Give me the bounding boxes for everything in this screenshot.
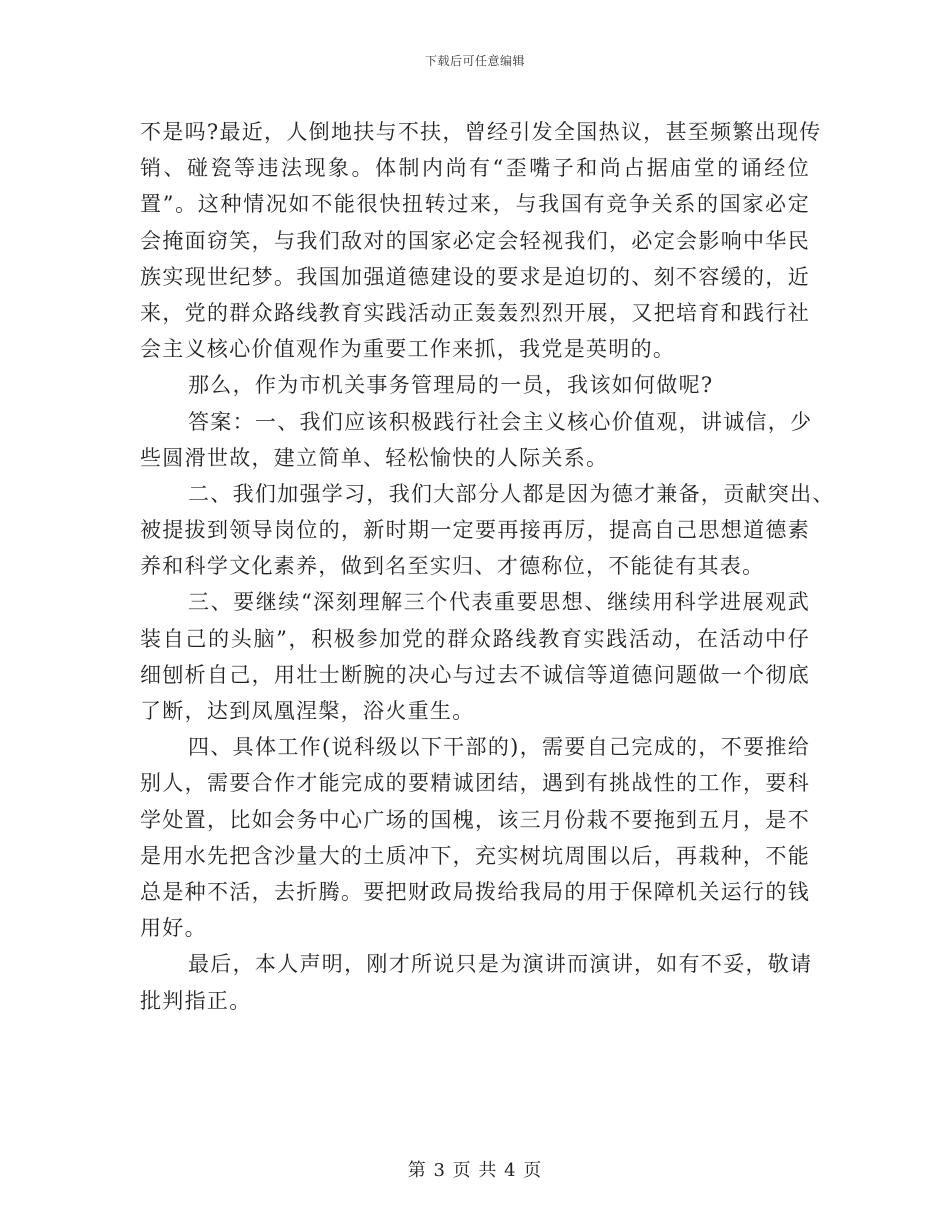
- paragraph: [140, 114, 822, 367]
- text-line: 批判指正。: [140, 988, 252, 1013]
- text-line: 被提拔到领导岗位的，新时期一定要再接再厉，提高自己思想道德素: [140, 518, 810, 543]
- text-line: 二、我们加强学习，我们大部分人都是因为德才兼备，贡献突出、: [188, 481, 835, 506]
- paragraph: [140, 367, 810, 403]
- text-line: 三、要继续“深刻理解三个代表重要思想、继续用科学进展观武: [188, 590, 810, 615]
- text-line: 细刨析自己，用壮士断腕的决心与过去不诚信等道德问题做一个彻底: [140, 662, 810, 687]
- text-line: 那么，作为市机关事务管理局的一员，我该如何做呢?: [188, 373, 714, 398]
- text-line: 会主义核心价值观作为重要工作来抓，我党是英明的。: [140, 337, 676, 362]
- text-line: 用好。: [140, 916, 207, 941]
- paragraph: [140, 729, 810, 946]
- paragraph: [140, 404, 813, 476]
- page-header: 下载后可任意编辑: [424, 54, 525, 68]
- text-line: 了断，达到凤凰涅槃，浴火重生。: [140, 699, 475, 723]
- paragraph: [140, 584, 810, 729]
- text-line: 销、碰瓷等违法现象。体制内尚有“歪嘴子和尚占据庙堂的诵经位: [140, 156, 810, 181]
- page-number: 第 3 页 共 4 页: [407, 1160, 543, 1181]
- text-line: 养和科学文化素养，做到名至实归、才德称位，不能徒有其表。: [140, 554, 765, 579]
- text-line: 些圆滑世故，建立简单、轻松愉快的人际关系。: [140, 445, 609, 470]
- text-line: 四、具体工作(说科级以下干部的)，需要自己完成的，不要推给: [188, 735, 810, 760]
- text-line: 最后，本人声明，刚才所说只是为演讲而演讲，如有不妥，敬请: [188, 952, 813, 977]
- text-line: 来，党的群众路线教育实践活动正轰轰烈烈开展，又把培育和践行社: [140, 300, 810, 325]
- text-line: 装自己的头脑”，积极参加党的群众路线教育实践活动，在活动中仔: [140, 626, 810, 651]
- paragraph: [140, 946, 813, 1018]
- text-line: 学处置，比如会务中心广场的国槐，该三月份栽不要拖到五月，是不: [140, 807, 810, 832]
- text-line: 答案：一、我们应该积极践行社会主义核心价值观，讲诚信，少: [188, 409, 813, 434]
- text-line: 会掩面窃笑，与我们敌对的国家必定会轻视我们，必定会影响中华民: [140, 228, 810, 253]
- text-line: 不是吗?最近，人倒地扶与不扶，曾经引发全国热议，甚至频繁出现传: [140, 120, 822, 144]
- text-line: 族实现世纪梦。我国加强道德建设的要求是迫切的、刻不容缓的，近: [140, 264, 810, 289]
- paragraph: [140, 476, 835, 585]
- text-line: 别人，需要合作才能完成的要精诚团结，遇到有挑战性的工作，要科: [140, 771, 810, 796]
- document-body: [140, 114, 835, 1019]
- text-line: 置”。这种情况如不能很快扭转过来，与我国有竞争关系的国家必定: [140, 192, 810, 217]
- text-line: 总是种不活，去折腾。要把财政局拨给我局的用于保障机关运行的钱: [140, 879, 810, 904]
- text-line: 是用水先把含沙量大的土质冲下，充实树坑周围以后，再栽种，不能: [140, 843, 810, 868]
